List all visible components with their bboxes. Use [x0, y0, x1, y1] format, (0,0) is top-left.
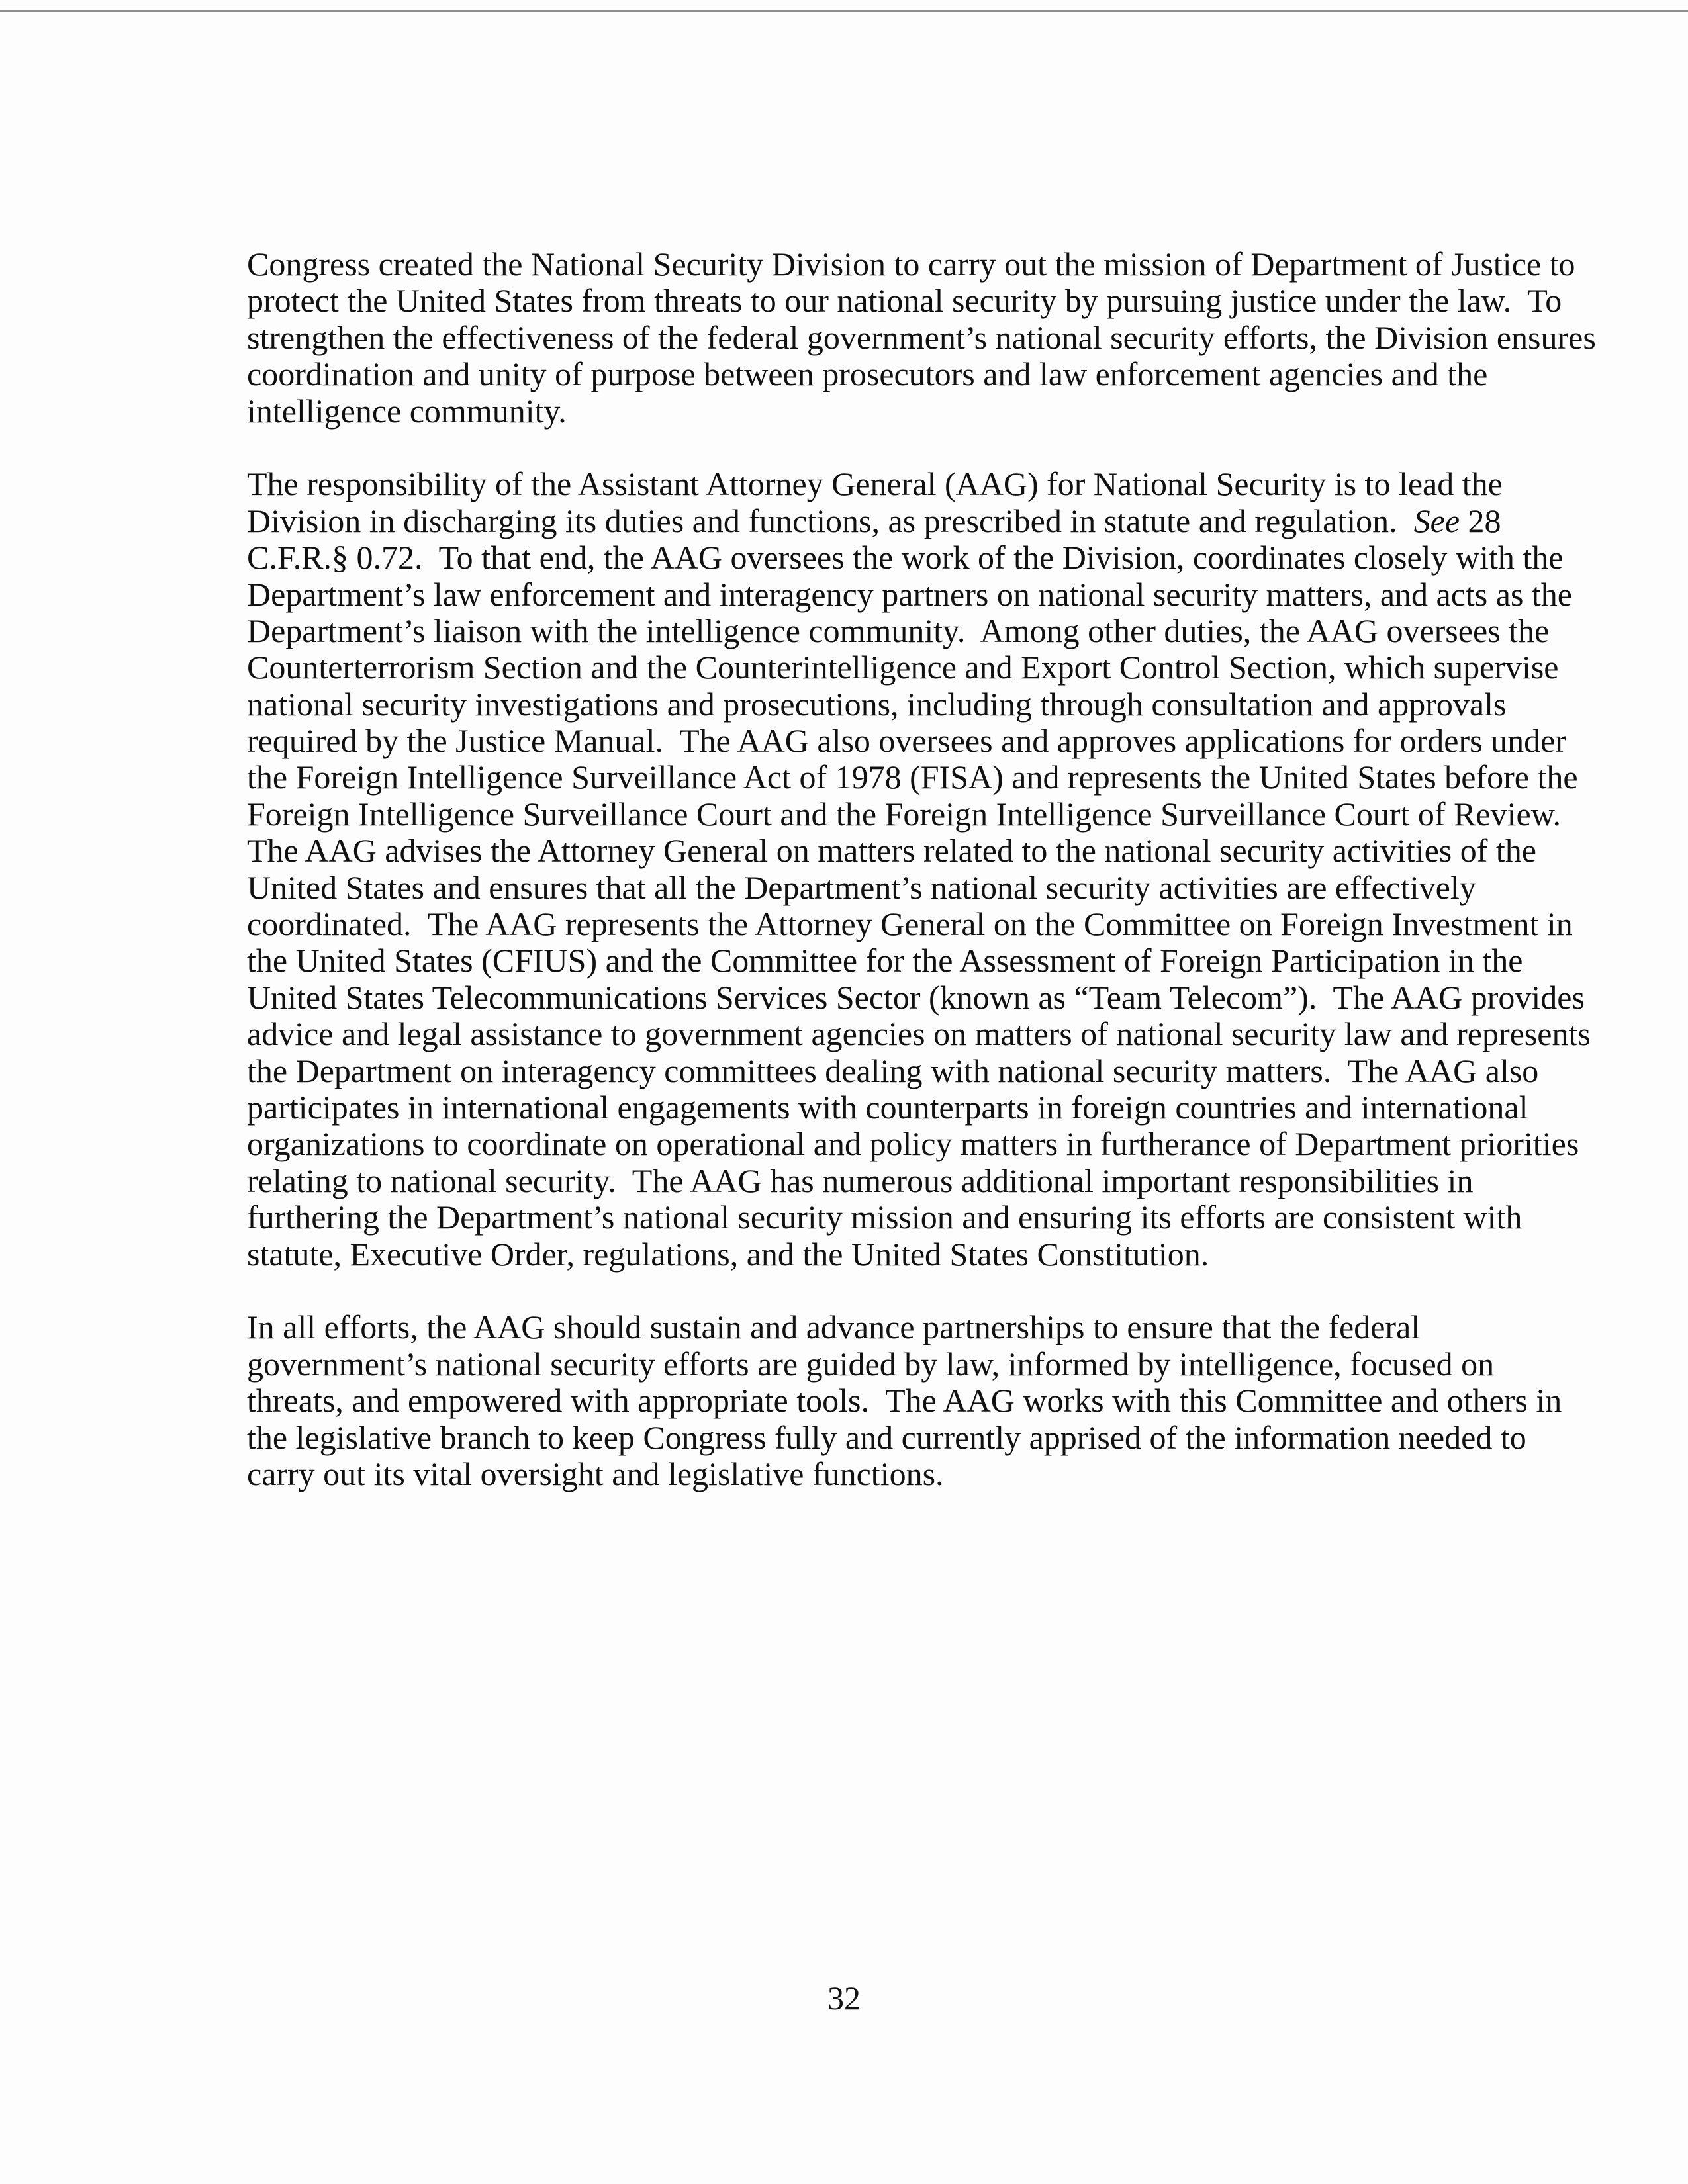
text-segment: intelligence community.: [247, 392, 567, 430]
text-segment: statute, Executive Order, regulations, and the United States Constitution.: [247, 1235, 1209, 1273]
text-segment: United States Telecommunications Services Sector (known as “Team Telecom”). The AAG provides: [247, 978, 1585, 1016]
italic-citation-signal: See: [1413, 502, 1460, 539]
text-line: [247, 246, 1575, 283]
text-line: [247, 1383, 1571, 1419]
text-line: [247, 1420, 1571, 1456]
text-line: [247, 576, 1571, 613]
text-line: [247, 906, 1571, 942]
text-line: [247, 503, 1571, 539]
text-segment: The responsibility of the Assistant Attorney General (AAG) for National Security is to lead the: [247, 465, 1503, 503]
text-line: [247, 758, 1578, 796]
top-scan-rule: [0, 10, 1688, 12]
text-segment: protect the United States from threats to our national security by pursuing justice under the law. To: [247, 282, 1562, 320]
text-segment: Counterterrorism Section and the Counterintelligence and Export Control Section, which supervise: [247, 649, 1559, 686]
paragraph-1: [247, 246, 1596, 430]
text-segment: Department’s law enforcement and interagency partners on national security matters, and acts as the: [247, 575, 1573, 613]
text-segment: advice and legal assistance to government agencies on matters of national security law and represents: [247, 1015, 1591, 1053]
text-segment: organizations to coordinate on operational and policy matters in furtherance of Department priorities: [247, 1125, 1579, 1163]
text-line: [247, 1199, 1571, 1236]
text-line: [247, 1456, 1571, 1492]
text-line: [247, 613, 1571, 649]
text-segment: In all efforts, the AAG should sustain and advance partnerships to ensure that the federal: [247, 1308, 1421, 1346]
text-segment: the legislative branch to keep Congress fully and currently apprised of the information needed to: [247, 1418, 1526, 1456]
text-line: [247, 283, 1571, 319]
text-line: [247, 1236, 1571, 1273]
text-segment: 28: [1460, 502, 1501, 539]
text-line: [247, 870, 1571, 906]
text-line: [247, 723, 1571, 759]
text-segment: The AAG advises the Attorney General on matters related to the national security activities of the: [247, 832, 1536, 870]
text-line: [247, 649, 1571, 686]
text-line: [247, 1346, 1571, 1383]
text-segment: threats, and empowered with appropriate tools. The AAG works with this Committee and others in: [247, 1382, 1562, 1420]
text-line: [247, 686, 1571, 723]
text-segment: United States and ensures that all the Department’s national security activities are effectively: [247, 868, 1476, 906]
text-segment: Foreign Intelligence Surveillance Court and the Foreign Intelligence Surveillance Court of Review.: [247, 795, 1562, 833]
text-segment: the Department on interagency committees dealing with national security matters. The AAG also: [247, 1052, 1539, 1089]
text-line: [247, 466, 1571, 502]
text-segment: the Foreign Intelligence Surveillance Act of 1978 (FISA) and represents the United States before the: [247, 758, 1578, 796]
text-line: [247, 356, 1571, 392]
text-line: [247, 796, 1571, 833]
text-line: [247, 539, 1571, 576]
text-segment: Division in discharging its duties and functions, as prescribed in statute and regulation.: [247, 502, 1414, 539]
text-line: [247, 1015, 1591, 1053]
text-segment: C.F.R.§ 0.72. To that end, the AAG oversees the work of the Division, coordinates closely with the: [247, 539, 1564, 576]
text-segment: participates in international engagements with counterparts in foreign countries and international: [247, 1088, 1528, 1126]
text-line: [247, 942, 1571, 979]
text-segment: coordination and unity of purpose between prosecutors and law enforcement agencies and the: [247, 355, 1488, 393]
text-segment: government’s national security efforts are guided by law, informed by intelligence, focused on: [247, 1345, 1495, 1383]
text-segment: Congress created the National Security Division to carry out the mission of Department of Justice to: [247, 246, 1575, 283]
text-segment: carry out its vital oversight and legislative functions.: [247, 1455, 944, 1492]
text-segment: national security investigations and prosecutions, including through consultation and approvals: [247, 685, 1507, 723]
text-segment: strengthen the effectiveness of the federal government’s national security efforts, the Division ensures: [247, 318, 1596, 356]
text-segment: furthering the Department’s national security mission and ensuring its efforts are consistent with: [247, 1199, 1523, 1236]
text-segment: the United States (CFIUS) and the Committee for the Assessment of Foreign Participation in the: [247, 942, 1523, 979]
text-line: [247, 1309, 1571, 1345]
text-line: [247, 1163, 1571, 1199]
document-body: [247, 246, 1596, 1529]
page-number: 32: [827, 1979, 861, 2017]
text-segment: coordinated. The AAG represents the Attorney General on the Committee on Foreign Investment in: [247, 905, 1573, 943]
text-segment: required by the Justice Manual. The AAG also oversees and approves applications for orders under: [247, 722, 1566, 760]
text-line: [247, 1053, 1571, 1089]
paragraph-3: [247, 1309, 1571, 1492]
text-line: [247, 1125, 1579, 1163]
text-segment: relating to national security. The AAG has numerous additional important responsibilities in: [247, 1161, 1474, 1199]
text-line: [247, 833, 1571, 869]
text-line: [247, 393, 1571, 430]
text-segment: Department’s liaison with the intelligence community. Among other duties, the AAG oversees the: [247, 612, 1550, 649]
text-line: [247, 318, 1596, 356]
paragraph-2: [247, 465, 1591, 1273]
text-line: [247, 978, 1585, 1016]
text-line: [247, 1089, 1571, 1126]
